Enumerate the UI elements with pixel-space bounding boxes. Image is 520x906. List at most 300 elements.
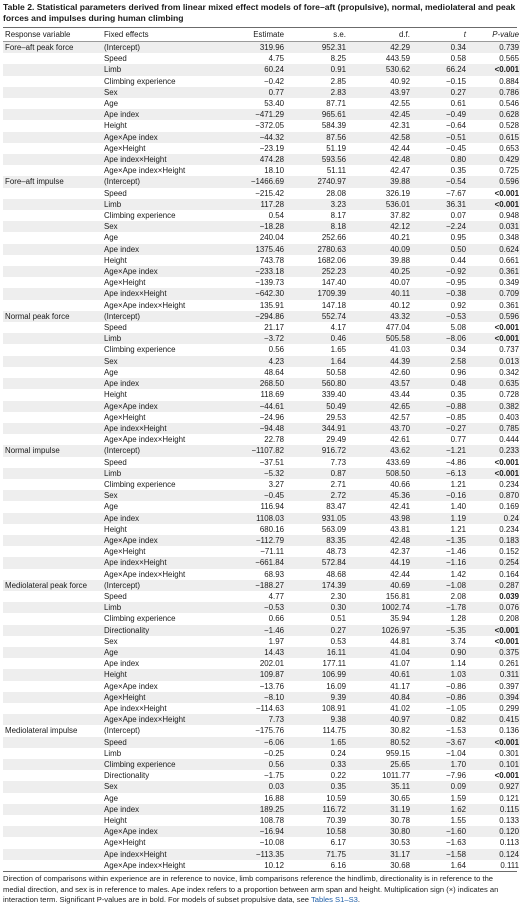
cell-t: −1.46 [412,546,468,557]
cell-estimate: 680.16 [224,524,286,535]
table-row [3,781,520,792]
table-row [3,849,520,860]
cell-df: 1026.97 [348,625,412,636]
cell-se: 177.11 [286,658,348,669]
cell-p-value: 0.596 [468,176,520,187]
cell-se: 0.46 [286,333,348,344]
cell-fixed-effect: Speed [102,322,224,333]
cell-t: −0.95 [412,277,468,288]
cell-estimate: −1466.69 [224,176,286,187]
table-container [3,0,517,906]
cell-p-value: <0.001 [468,770,520,781]
cell-fixed-effect: Age [102,367,224,378]
cell-p-value: 0.546 [468,98,520,109]
cell-t: −1.60 [412,826,468,837]
cell-se: 0.27 [286,625,348,636]
cell-t: 0.35 [412,389,468,400]
cell-p-value: 0.397 [468,681,520,692]
cell-df: 42.48 [348,154,412,165]
cell-t: −0.53 [412,311,468,322]
table-row [3,815,520,826]
cell-t: −0.16 [412,490,468,501]
table-row [3,255,520,266]
cell-p-value: 0.233 [468,445,520,456]
cell-se: 2.83 [286,87,348,98]
cell-se: 0.87 [286,468,348,479]
cell-estimate: 60.24 [224,64,286,75]
cell-t: −1.16 [412,557,468,568]
cell-t: 1.42 [412,569,468,580]
cell-df: 40.69 [348,580,412,591]
cell-response-variable: Normal peak force [3,311,102,322]
cell-p-value: 0.24 [468,513,520,524]
cell-df: 39.88 [348,255,412,266]
cell-fixed-effect: Climbing experience [102,210,224,221]
cell-estimate: 0.66 [224,613,286,624]
table-row [3,132,520,143]
cell-estimate: −37.51 [224,457,286,468]
cell-se: 952.31 [286,42,348,54]
cell-se: 8.18 [286,221,348,232]
cell-t: −1.05 [412,703,468,714]
table-row [3,412,520,423]
cell-se: 50.58 [286,367,348,378]
table-row [3,837,520,848]
table-row [3,759,520,770]
cell-se: 83.47 [286,501,348,512]
cell-p-value: <0.001 [468,625,520,636]
cell-df: 42.45 [348,109,412,120]
cell-se: 6.17 [286,837,348,848]
cell-p-value: 0.133 [468,815,520,826]
cell-fixed-effect: Limb [102,64,224,75]
cell-t: 0.58 [412,53,468,64]
cell-df: 40.12 [348,300,412,311]
cell-se: 563.09 [286,524,348,535]
cell-p-value: 0.596 [468,311,520,322]
cell-p-value: 0.785 [468,423,520,434]
cell-se: 0.35 [286,781,348,792]
cell-p-value: 0.101 [468,759,520,770]
table-row [3,311,520,322]
cell-estimate: −3.72 [224,333,286,344]
cell-fixed-effect: Height [102,815,224,826]
cell-p-value: 0.884 [468,76,520,87]
cell-response-variable [3,625,102,636]
cell-response-variable [3,434,102,445]
cell-df: 43.32 [348,311,412,322]
table-row [3,244,520,255]
cell-t: 1.03 [412,669,468,680]
cell-se: 560.80 [286,378,348,389]
cell-fixed-effect: Directionality [102,625,224,636]
cell-response-variable [3,479,102,490]
cell-t: 1.70 [412,759,468,770]
cell-se: 10.58 [286,826,348,837]
table-row [3,42,520,54]
cell-p-value: <0.001 [468,188,520,199]
cell-se: 916.72 [286,445,348,456]
cell-t: 1.62 [412,804,468,815]
cell-fixed-effect: Height [102,669,224,680]
cell-se: 29.53 [286,412,348,423]
cell-se: 4.17 [286,322,348,333]
cell-t: 0.80 [412,154,468,165]
table-row [3,793,520,804]
cell-df: 42.29 [348,42,412,54]
cell-estimate: 1.97 [224,636,286,647]
cell-response-variable [3,468,102,479]
table-row [3,669,520,680]
table-row [3,288,520,299]
cell-response-variable [3,613,102,624]
cell-response-variable [3,737,102,748]
table-row [3,468,520,479]
cell-df: 35.11 [348,781,412,792]
cell-estimate: −44.61 [224,401,286,412]
cell-response-variable [3,76,102,87]
cell-se: 28.08 [286,188,348,199]
cell-se: 6.16 [286,860,348,871]
cell-estimate: 240.04 [224,232,286,243]
cell-df: 39.88 [348,176,412,187]
cell-p-value: 0.342 [468,367,520,378]
cell-se: 931.05 [286,513,348,524]
cell-se: 0.53 [286,636,348,647]
cell-t: −7.96 [412,770,468,781]
cell-se: 252.23 [286,266,348,277]
cell-response-variable [3,569,102,580]
table-row [3,120,520,131]
cell-fixed-effect: Ape index [102,378,224,389]
cell-estimate: 18.10 [224,165,286,176]
cell-df: 30.53 [348,837,412,848]
cell-p-value: 0.039 [468,591,520,602]
table-row [3,625,520,636]
cell-fixed-effect: Age×Ape index [102,535,224,546]
table-row [3,356,520,367]
cell-response-variable [3,591,102,602]
cell-fixed-effect: Ape index [102,513,224,524]
cell-p-value: 0.234 [468,524,520,535]
cell-se: 48.73 [286,546,348,557]
cell-df: 30.65 [348,793,412,804]
cell-t: −0.38 [412,288,468,299]
header-se: s.e. [286,28,348,42]
cell-fixed-effect: (Intercept) [102,445,224,456]
cell-t: 0.48 [412,378,468,389]
cell-response-variable [3,826,102,837]
cell-df: 31.19 [348,804,412,815]
cell-p-value: 0.169 [468,501,520,512]
cell-fixed-effect: (Intercept) [102,42,224,54]
cell-p-value: 0.013 [468,356,520,367]
cell-df: 40.66 [348,479,412,490]
cell-response-variable [3,87,102,98]
cell-response-variable [3,837,102,848]
cell-p-value: 0.653 [468,143,520,154]
table-row [3,748,520,759]
table-row [3,221,520,232]
cell-se: 16.09 [286,681,348,692]
header-p-value: P-value [468,28,520,42]
table-row [3,860,520,871]
cell-t: 0.07 [412,210,468,221]
cell-df: 43.44 [348,389,412,400]
cell-p-value: 0.737 [468,344,520,355]
cell-df: 42.48 [348,535,412,546]
cell-response-variable [3,501,102,512]
cell-t: 0.34 [412,344,468,355]
table-row [3,501,520,512]
cell-fixed-effect: Ape index×Height [102,288,224,299]
cell-response-variable [3,860,102,871]
cell-response-variable: Mediolateral peak force [3,580,102,591]
cell-fixed-effect: Sex [102,490,224,501]
cell-t: 0.82 [412,714,468,725]
cell-estimate: 53.40 [224,98,286,109]
table-row [3,378,520,389]
cell-df: 508.50 [348,468,412,479]
cell-df: 42.31 [348,120,412,131]
cell-fixed-effect: Climbing experience [102,76,224,87]
cell-df: 40.07 [348,277,412,288]
table-row [3,333,520,344]
table-row [3,199,520,210]
cell-df: 30.80 [348,826,412,837]
cell-estimate: −1.46 [224,625,286,636]
cell-df: 505.58 [348,333,412,344]
cell-fixed-effect: Ape index [102,244,224,255]
cell-p-value: 0.709 [468,288,520,299]
cell-estimate: −661.84 [224,557,286,568]
cell-estimate: −114.63 [224,703,286,714]
supplementary-tables-link[interactable]: Tables S1–S3 [311,895,358,905]
cell-p-value: 0.361 [468,300,520,311]
cell-response-variable [3,199,102,210]
cell-t: −0.45 [412,143,468,154]
cell-df: 43.57 [348,378,412,389]
cell-se: 2.30 [286,591,348,602]
cell-se: 3.23 [286,199,348,210]
cell-response-variable [3,423,102,434]
cell-p-value: 0.254 [468,557,520,568]
cell-fixed-effect: Age×Ape index×Height [102,860,224,871]
table-row [3,602,520,613]
cell-p-value: 0.661 [468,255,520,266]
cell-p-value: <0.001 [468,64,520,75]
cell-t: 2.58 [412,356,468,367]
table-row [3,188,520,199]
header-t: t [412,28,468,42]
cell-t: −0.86 [412,692,468,703]
cell-p-value: <0.001 [468,333,520,344]
cell-estimate: −215.42 [224,188,286,199]
table-row [3,87,520,98]
cell-estimate: −0.42 [224,76,286,87]
cell-se: 0.30 [286,602,348,613]
cell-response-variable [3,266,102,277]
cell-se: 2.72 [286,490,348,501]
cell-df: 42.44 [348,143,412,154]
cell-df: 45.36 [348,490,412,501]
cell-p-value: 0.948 [468,210,520,221]
cell-estimate: 21.17 [224,322,286,333]
cell-t: −3.67 [412,737,468,748]
cell-fixed-effect: Climbing experience [102,344,224,355]
cell-response-variable [3,759,102,770]
cell-fixed-effect: Speed [102,188,224,199]
cell-estimate: −0.45 [224,490,286,501]
cell-estimate: −23.19 [224,143,286,154]
cell-p-value: 0.615 [468,132,520,143]
cell-df: 443.59 [348,53,412,64]
cell-estimate: 10.12 [224,860,286,871]
cell-t: 36.31 [412,199,468,210]
cell-se: 8.25 [286,53,348,64]
cell-fixed-effect: Ape index×Height [102,849,224,860]
cell-t: 0.34 [412,42,468,54]
cell-fixed-effect: Climbing experience [102,759,224,770]
table-row [3,434,520,445]
cell-df: 42.12 [348,221,412,232]
cell-t: 1.55 [412,815,468,826]
cell-fixed-effect: Ape index×Height [102,154,224,165]
cell-p-value: 0.031 [468,221,520,232]
cell-fixed-effect: Ape index×Height [102,703,224,714]
cell-se: 108.91 [286,703,348,714]
cell-fixed-effect: Height [102,255,224,266]
cell-response-variable [3,535,102,546]
cell-se: 147.40 [286,277,348,288]
cell-se: 48.68 [286,569,348,580]
table-row [3,490,520,501]
cell-se: 965.61 [286,109,348,120]
cell-fixed-effect: Sex [102,356,224,367]
cell-estimate: −233.18 [224,266,286,277]
cell-fixed-effect: Directionality [102,770,224,781]
cell-response-variable [3,356,102,367]
cell-fixed-effect: Age×Ape index [102,826,224,837]
table-row [3,636,520,647]
cell-estimate: −94.48 [224,423,286,434]
cell-t: 1.28 [412,613,468,624]
cell-p-value: 0.348 [468,232,520,243]
cell-t: −5.35 [412,625,468,636]
table-row [3,737,520,748]
cell-fixed-effect: Age×Height [102,412,224,423]
cell-fixed-effect: Age [102,98,224,109]
cell-estimate: 14.43 [224,647,286,658]
cell-p-value: <0.001 [468,199,520,210]
cell-fixed-effect: Age×Height [102,837,224,848]
header-estimate: Estimate [224,28,286,42]
cell-p-value: 0.136 [468,725,520,736]
cell-estimate: −112.79 [224,535,286,546]
cell-se: 7.73 [286,457,348,468]
cell-df: 42.57 [348,412,412,423]
cell-t: −1.53 [412,725,468,736]
cell-t: −0.85 [412,412,468,423]
cell-fixed-effect: Age×Height [102,143,224,154]
cell-response-variable: Fore–aft peak force [3,42,102,54]
cell-se: 593.56 [286,154,348,165]
cell-df: 30.82 [348,725,412,736]
cell-estimate: 4.77 [224,591,286,602]
cell-response-variable [3,64,102,75]
cell-p-value: 0.208 [468,613,520,624]
cell-response-variable [3,221,102,232]
cell-p-value: <0.001 [468,322,520,333]
cell-estimate: 3.27 [224,479,286,490]
cell-response-variable: Mediolateral impulse [3,725,102,736]
cell-p-value: 0.121 [468,793,520,804]
cell-estimate: −10.08 [224,837,286,848]
cell-p-value: 0.394 [468,692,520,703]
table-row [3,703,520,714]
cell-estimate: −188.27 [224,580,286,591]
cell-estimate: −294.86 [224,311,286,322]
cell-t: −0.54 [412,176,468,187]
table-row [3,232,520,243]
cell-response-variable [3,154,102,165]
cell-estimate: −6.06 [224,737,286,748]
cell-estimate: −16.94 [224,826,286,837]
cell-response-variable: Fore–aft impulse [3,176,102,187]
cell-fixed-effect: Age×Ape index×Height [102,714,224,725]
cell-p-value: 0.152 [468,546,520,557]
table-row [3,389,520,400]
cell-t: 66.24 [412,64,468,75]
cell-df: 30.68 [348,860,412,871]
cell-df: 44.81 [348,636,412,647]
cell-se: 2740.97 [286,176,348,187]
table-row [3,770,520,781]
cell-p-value: 0.403 [468,412,520,423]
cell-se: 87.71 [286,98,348,109]
cell-response-variable [3,804,102,815]
cell-df: 42.47 [348,165,412,176]
cell-se: 8.17 [286,210,348,221]
cell-estimate: 0.56 [224,759,286,770]
cell-se: 1709.39 [286,288,348,299]
table-row [3,401,520,412]
cell-df: 40.84 [348,692,412,703]
cell-estimate: −1.75 [224,770,286,781]
table-row [3,445,520,456]
cell-response-variable [3,669,102,680]
cell-fixed-effect: Ape index [102,109,224,120]
cell-estimate: 7.73 [224,714,286,725]
cell-df: 40.92 [348,76,412,87]
cell-fixed-effect: Age×Ape index×Height [102,165,224,176]
cell-response-variable [3,602,102,613]
cell-estimate: −18.28 [224,221,286,232]
footnote-end: . [357,895,360,905]
cell-response-variable [3,546,102,557]
cell-fixed-effect: Age×Ape index×Height [102,434,224,445]
cell-se: 339.40 [286,389,348,400]
table-row [3,98,520,109]
table-row [3,479,520,490]
cell-response-variable [3,344,102,355]
cell-p-value: 0.113 [468,837,520,848]
cell-p-value: 0.299 [468,703,520,714]
header-df: d.f. [348,28,412,42]
cell-t: −0.88 [412,401,468,412]
cell-estimate: 4.23 [224,356,286,367]
cell-fixed-effect: Ape index×Height [102,423,224,434]
